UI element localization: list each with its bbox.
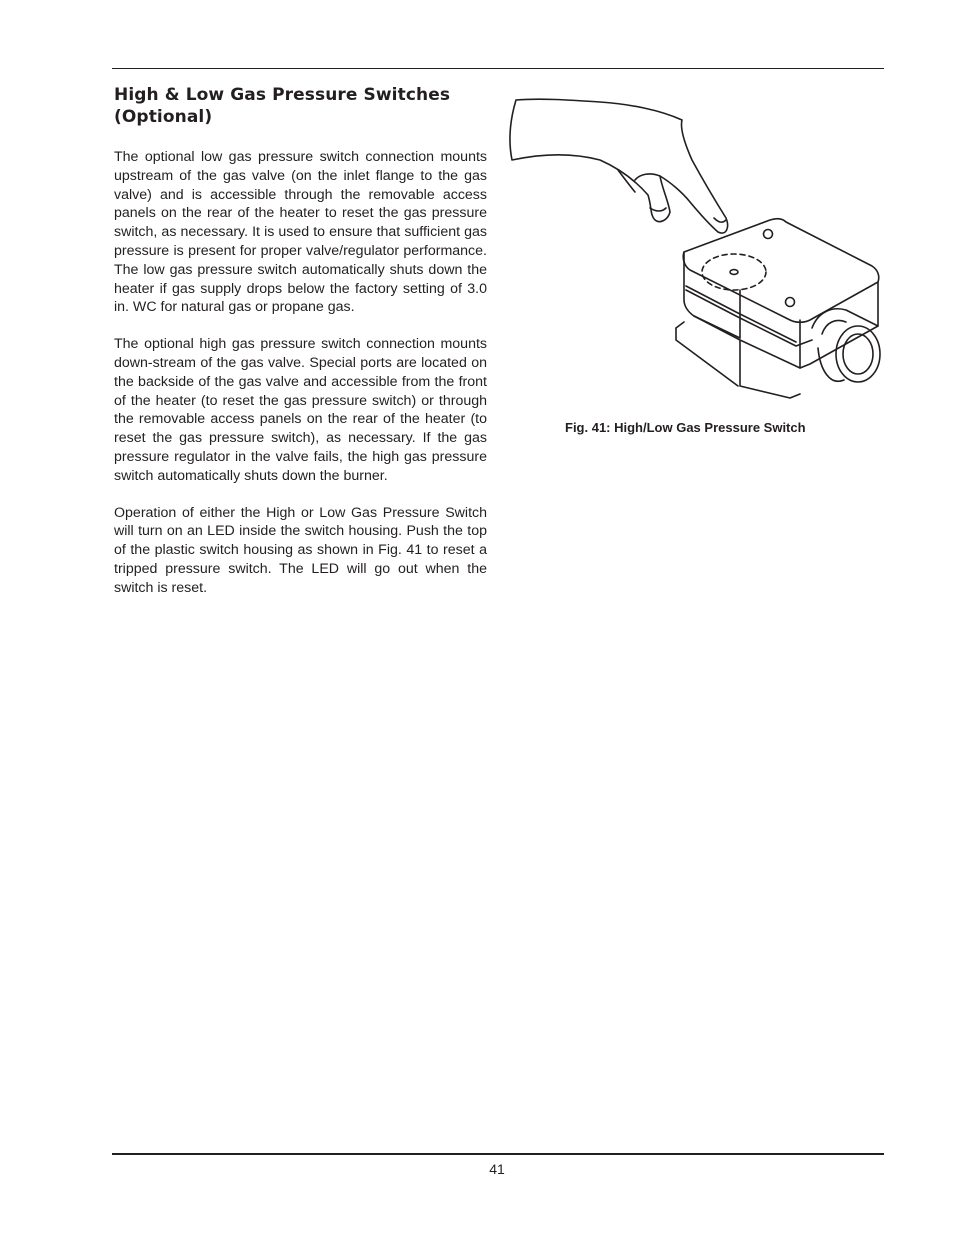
page-number: 41 (489, 1161, 505, 1177)
paragraph-low-pressure: The optional low gas pressure switch connection mounts upstream of the gas valve (on the inlet flange to the gas valve) and is accessible through the removable access panels on the rear of the heater to reset the gas pressure switch, as necessary. It is used to ensure that sufficient gas pressure is present for proper valve/regulator performance. The low gas pressure switch automatically shuts down the heater if gas supply drops below the factory setting of 3.0 in. WC for natural gas or propane gas. (114, 149, 487, 316)
pressure-switch-illustration (500, 90, 890, 410)
section-heading-line1: High & Low Gas Pressure Switches (114, 85, 451, 105)
screw-icon (786, 298, 795, 307)
section-heading (114, 84, 487, 128)
figure-pressure-switch (500, 90, 890, 410)
footer-rule (112, 1153, 884, 1155)
switch-housing (676, 219, 880, 398)
screw-icon (764, 230, 773, 239)
header-rule (112, 68, 884, 69)
figure-caption: Fig. 41: High/Low Gas Pressure Switch (565, 420, 806, 435)
reset-button-icon (702, 254, 766, 290)
paragraph-reset: Operation of either the High or Low Gas Pressure Switch will turn on an LED inside the switch housing. Push the top of the plastic switch housing as shown in Fig. 41 to reset a tripped pressure switch. The LED will go out when the switch is reset. (114, 504, 487, 596)
hand-icon (510, 99, 728, 233)
text-column (114, 84, 487, 616)
section-heading-line2: (Optional) (114, 107, 213, 127)
paragraph-high-pressure: The optional high gas pressure switch connection mounts down-stream of the gas valve. Special ports are located on the backside of the gas valve and accessible from the front of the heater (to reset the gas pressure switch) or through the removable access panels on the rear of the heater (to reset the gas pressure switch), as necessary. If the gas pressure regulator in the valve fails, the high gas pressure switch automatically shuts down the burner. (114, 336, 487, 484)
